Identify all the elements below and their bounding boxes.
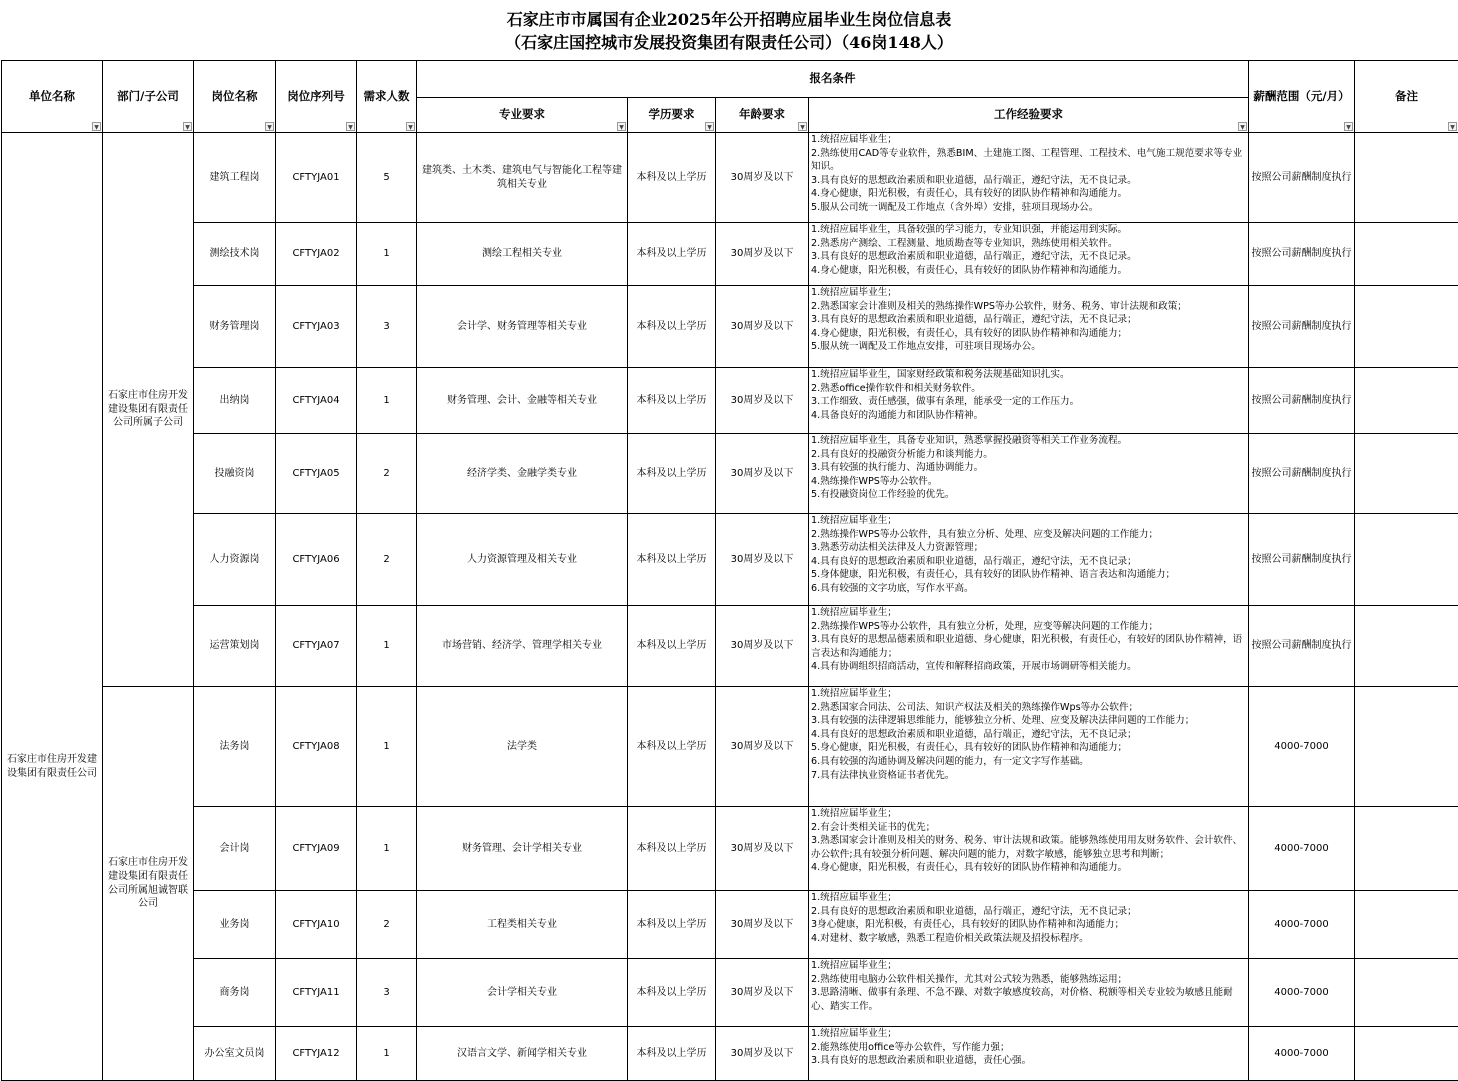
num-cell[interactable]: 2 — [357, 514, 417, 606]
exp-line: 2.熟练使用CAD等专业软件，熟悉BIM、土建施工图、工程管理、工程技术、电气施工规范要求等专业知识。 — [811, 147, 1246, 174]
note-cell[interactable] — [1355, 687, 1458, 807]
code-cell[interactable]: CFTYJA12 — [276, 1027, 357, 1081]
num-cell[interactable]: 2 — [357, 434, 417, 514]
exp-line: 1.统招应届毕业生； — [811, 286, 1246, 300]
exp-line: 3身心健康，阳光积极，有责任心，具有较好的团队协作精神和沟通能力； — [811, 918, 1246, 932]
edu-cell[interactable]: 本科及以上学历 — [628, 368, 716, 434]
code-cell[interactable]: CFTYJA09 — [276, 807, 357, 891]
filter-dropdown-icon[interactable]: ▼ — [1344, 122, 1353, 131]
note-cell[interactable] — [1355, 807, 1458, 891]
edu-cell[interactable]: 本科及以上学历 — [628, 286, 716, 368]
major-cell[interactable]: 汉语言文学、新闻学相关专业 — [417, 1027, 628, 1081]
exp-line: 3.具有良好的思想品德素质和职业道德、身心健康，阳光积极，有责任心，有较好的团队协作精神，语言表达和沟通能力； — [811, 633, 1246, 660]
major-cell[interactable]: 会计学、财务管理等相关专业 — [417, 286, 628, 368]
note-cell[interactable] — [1355, 959, 1458, 1027]
code-cell[interactable]: CFTYJA05 — [276, 434, 357, 514]
age-cell[interactable]: 30周岁及以下 — [716, 807, 809, 891]
table-row — [2, 133, 1458, 223]
exp-cell[interactable] — [809, 223, 1249, 286]
edu-cell[interactable]: 本科及以上学历 — [628, 223, 716, 286]
exp-cell[interactable] — [809, 959, 1249, 1027]
exp-line: 4.具备良好的沟通能力和团队协作精神。 — [811, 409, 1246, 423]
exp-line: 2.熟练操作WPS等办公软件，具有独立分析，处理，应变等解决问题的工作能力； — [811, 620, 1246, 634]
age-cell[interactable]: 30周岁及以下 — [716, 434, 809, 514]
exp-line: 7.具有法律执业资格证书者优先。 — [811, 769, 1246, 783]
dept-cell[interactable]: 石家庄市住房开发建设集团有限责任公司所属子公司 — [103, 133, 194, 687]
exp-line: 2.有会计类相关证书的优先； — [811, 821, 1246, 835]
major-cell[interactable]: 法学类 — [417, 687, 628, 807]
exp-line: 2.具有良好的思想政治素质和职业道德，品行端正，遵纪守法，无不良记录； — [811, 905, 1246, 919]
header-post[interactable]: 岗位名称 ▼ — [194, 61, 276, 133]
header-unit[interactable]: 单位名称 ▼ — [2, 61, 103, 133]
post-cell[interactable]: 出纳岗 — [194, 368, 276, 434]
exp-line: 4.具有良好的思想政治素质和职业道德，品行端正，遵纪守法，无不良记录； — [811, 555, 1246, 569]
exp-line: 3.思路清晰、做事有条理、不急不躁、对数字敏感度较高，对价格、税额等相关专业较为敏感且能耐心、踏实工作。 — [811, 986, 1246, 1013]
age-cell[interactable]: 30周岁及以下 — [716, 959, 809, 1027]
major-cell[interactable]: 经济学类、金融学类专业 — [417, 434, 628, 514]
exp-cell[interactable] — [809, 514, 1249, 606]
exp-cell[interactable] — [809, 286, 1249, 368]
exp-line: 6.具有较强的沟通协调及解决问题的能力，有一定文字写作基础。 — [811, 755, 1246, 769]
code-cell[interactable]: CFTYJA06 — [276, 514, 357, 606]
salary-cell[interactable]: 4000-7000 — [1249, 1027, 1355, 1081]
edu-cell[interactable]: 本科及以上学历 — [628, 514, 716, 606]
edu-cell[interactable]: 本科及以上学历 — [628, 687, 716, 807]
num-cell[interactable]: 1 — [357, 223, 417, 286]
post-cell[interactable]: 财务管理岗 — [194, 286, 276, 368]
num-cell[interactable]: 1 — [357, 1027, 417, 1081]
table-row — [2, 286, 1458, 368]
post-cell[interactable]: 业务岗 — [194, 891, 276, 959]
exp-line: 3.熟悉劳动法相关法律及人力资源管理； — [811, 541, 1246, 555]
salary-cell[interactable]: 按照公司薪酬制度执行 — [1249, 434, 1355, 514]
num-cell[interactable]: 3 — [357, 959, 417, 1027]
edu-cell[interactable]: 本科及以上学历 — [628, 1027, 716, 1081]
note-cell[interactable] — [1355, 891, 1458, 959]
age-cell[interactable]: 30周岁及以下 — [716, 606, 809, 687]
note-cell[interactable] — [1355, 434, 1458, 514]
table-row — [2, 514, 1458, 606]
num-cell[interactable]: 1 — [357, 807, 417, 891]
header-salary[interactable]: 薪酬范围（元/月） ▼ — [1249, 61, 1355, 133]
table-row — [2, 687, 1458, 807]
table-row — [2, 959, 1458, 1027]
num-cell[interactable]: 1 — [357, 368, 417, 434]
header-dept[interactable]: 部门/子公司 ▼ — [103, 61, 194, 133]
exp-line: 4.身心健康，阳光积极，有责任心，具有较好的团队协作精神和沟通能力； — [811, 327, 1246, 341]
exp-line: 3.工作细致、责任感强，做事有条理，能承受一定的工作压力。 — [811, 395, 1246, 409]
exp-line: 4.身心健康，阳光积极，有责任心，具有较好的团队协作精神和沟通能力。 — [811, 187, 1246, 201]
salary-cell[interactable]: 4000-7000 — [1249, 807, 1355, 891]
table-subtitle: （石家庄国控城市发展投资集团有限责任公司）（46岗148人） — [0, 32, 1458, 54]
exp-cell[interactable] — [809, 807, 1249, 891]
age-cell[interactable]: 30周岁及以下 — [716, 133, 809, 223]
filter-dropdown-icon[interactable]: ▼ — [92, 122, 101, 131]
salary-cell[interactable]: 按照公司薪酬制度执行 — [1249, 286, 1355, 368]
note-cell[interactable] — [1355, 606, 1458, 687]
edu-cell[interactable]: 本科及以上学历 — [628, 891, 716, 959]
exp-line: 5.身体健康，阳光积极，有责任心，具有较好的团队协作精神、语言表达和沟通能力； — [811, 568, 1246, 582]
dept-cell[interactable]: 石家庄市住房开发建设集团有限责任公司所属旭诚智联公司 — [103, 687, 194, 1081]
exp-line: 4.对建材、数字敏感，熟悉工程造价相关政策法规及招投标程序。 — [811, 932, 1246, 946]
note-cell[interactable] — [1355, 223, 1458, 286]
exp-line: 3.具有良好的思想政治素质和职业道德，品行端正，遵纪守法，无不良记录。 — [811, 174, 1246, 188]
exp-line: 5.有投融资岗位工作经验的优先。 — [811, 488, 1246, 502]
header-num[interactable]: 需求人数 ▼ — [357, 61, 417, 133]
exp-line: 1.统招应届毕业生，具备较强的学习能力，专业知识强，并能运用到实际。 — [811, 223, 1246, 237]
post-cell[interactable]: 办公室文员岗 — [194, 1027, 276, 1081]
filter-dropdown-icon[interactable]: ▼ — [798, 122, 807, 131]
table-row — [2, 434, 1458, 514]
major-cell[interactable]: 财务管理、会计学相关专业 — [417, 807, 628, 891]
exp-line: 2.具有良好的投融资分析能力和谈判能力。 — [811, 448, 1246, 462]
num-cell[interactable]: 5 — [357, 133, 417, 223]
salary-cell[interactable]: 4000-7000 — [1249, 891, 1355, 959]
exp-cell[interactable] — [809, 687, 1249, 807]
salary-cell[interactable]: 按照公司薪酬制度执行 — [1249, 606, 1355, 687]
major-cell[interactable]: 建筑类、土木类、建筑电气与智能化工程等建筑相关专业 — [417, 133, 628, 223]
exp-cell[interactable] — [809, 133, 1249, 223]
major-cell[interactable]: 会计学相关专业 — [417, 959, 628, 1027]
exp-line: 1.统招应届毕业生，国家财经政策和税务法规基础知识扎实。 — [811, 368, 1246, 382]
exp-line: 1.统招应届毕业生； — [811, 807, 1246, 821]
note-cell[interactable] — [1355, 368, 1458, 434]
exp-line: 5.身心健康，阳光积极，有责任心，具有较好的团队协作精神和沟通能力； — [811, 741, 1246, 755]
table-row — [2, 606, 1458, 687]
table-row — [2, 1027, 1458, 1081]
exp-line: 2.熟悉office操作软件和相关财务软件。 — [811, 382, 1246, 396]
exp-line: 4.具有协调组织招商活动，宣传和解释招商政策，开展市场调研等相关能力。 — [811, 660, 1246, 674]
filter-dropdown-icon[interactable]: ▼ — [617, 122, 626, 131]
post-cell[interactable]: 法务岗 — [194, 687, 276, 807]
exp-line: 2.熟悉国家合同法、公司法、知识产权法及相关的熟练操作Wps等办公软件； — [811, 701, 1246, 715]
positions-table — [1, 60, 1458, 1081]
header-note[interactable]: 备注 ▼ — [1355, 61, 1458, 133]
exp-cell[interactable] — [809, 606, 1249, 687]
exp-line: 2.熟悉房产测绘、工程测量、地质勘查等专业知识，熟练使用相关软件。 — [811, 237, 1246, 251]
header-code[interactable]: 岗位序列号 ▼ — [276, 61, 357, 133]
table-row — [2, 223, 1458, 286]
unit-cell[interactable]: 石家庄市住房开发建设集团有限责任公司 — [2, 133, 103, 1081]
exp-line: 1.统招应届毕业生； — [811, 133, 1246, 147]
table-row — [2, 368, 1458, 434]
edu-cell[interactable]: 本科及以上学历 — [628, 133, 716, 223]
header-age[interactable]: 年龄要求 ▼ — [716, 98, 809, 133]
exp-line: 1.统招应届毕业生； — [811, 1027, 1246, 1041]
salary-cell[interactable]: 4000-7000 — [1249, 687, 1355, 807]
exp-line: 2.能熟练使用office等办公软件，写作能力强； — [811, 1041, 1246, 1055]
code-cell[interactable]: CFTYJA11 — [276, 959, 357, 1027]
exp-cell[interactable] — [809, 434, 1249, 514]
filter-dropdown-icon[interactable]: ▼ — [1238, 122, 1247, 131]
edu-cell[interactable]: 本科及以上学历 — [628, 606, 716, 687]
exp-line: 1.统招应届毕业生； — [811, 606, 1246, 620]
exp-line: 4.熟练操作WPS等办公软件。 — [811, 475, 1246, 489]
exp-line: 3.具有良好的思想政治素质和职业道德，品行端正，遵纪守法，无不良记录。 — [811, 250, 1246, 264]
major-cell[interactable]: 财务管理、会计、金融等相关专业 — [417, 368, 628, 434]
age-cell[interactable]: 30周岁及以下 — [716, 1027, 809, 1081]
edu-cell[interactable]: 本科及以上学历 — [628, 959, 716, 1027]
age-cell[interactable]: 30周岁及以下 — [716, 514, 809, 606]
post-cell[interactable]: 人力资源岗 — [194, 514, 276, 606]
header-edu[interactable]: 学历要求 ▼ — [628, 98, 716, 133]
note-cell[interactable] — [1355, 286, 1458, 368]
code-cell[interactable]: CFTYJA02 — [276, 223, 357, 286]
filter-dropdown-icon[interactable]: ▼ — [346, 122, 355, 131]
num-cell[interactable]: 3 — [357, 286, 417, 368]
edu-cell[interactable]: 本科及以上学历 — [628, 807, 716, 891]
code-cell[interactable]: CFTYJA01 — [276, 133, 357, 223]
post-cell[interactable]: 商务岗 — [194, 959, 276, 1027]
num-cell[interactable]: 1 — [357, 606, 417, 687]
exp-line: 4.身心健康，阳光积极，有责任心，具有较好的团队协作精神和沟通能力。 — [811, 861, 1246, 875]
code-cell[interactable]: CFTYJA04 — [276, 368, 357, 434]
post-cell[interactable]: 建筑工程岗 — [194, 133, 276, 223]
code-cell[interactable]: CFTYJA03 — [276, 286, 357, 368]
exp-line: 4.身心健康，阳光积极，有责任心，具有较好的团队协作精神和沟通能力。 — [811, 264, 1246, 278]
age-cell[interactable]: 30周岁及以下 — [716, 687, 809, 807]
header-conditions: 报名条件 — [417, 61, 1249, 98]
filter-dropdown-icon[interactable]: ▼ — [1448, 122, 1457, 131]
exp-line: 5.服从公司统一调配及工作地点（含外埠）安排，驻项目现场办公。 — [811, 201, 1246, 215]
exp-line: 2.熟练操作WPS等办公软件，具有独立分析、处理、应变及解决问题的工作能力； — [811, 528, 1246, 542]
major-cell[interactable]: 市场营销、经济学、管理学相关专业 — [417, 606, 628, 687]
code-cell[interactable]: CFTYJA07 — [276, 606, 357, 687]
post-cell[interactable]: 会计岗 — [194, 807, 276, 891]
filter-dropdown-icon[interactable]: ▼ — [705, 122, 714, 131]
exp-line: 6.具有较强的文字功底，写作水平高。 — [811, 582, 1246, 596]
age-cell[interactable]: 30周岁及以下 — [716, 286, 809, 368]
exp-line: 3.具有良好的思想政治素质和职业道德，品行端正，遵纪守法，无不良记录； — [811, 313, 1246, 327]
age-cell[interactable]: 30周岁及以下 — [716, 368, 809, 434]
num-cell[interactable]: 1 — [357, 687, 417, 807]
code-cell[interactable]: CFTYJA10 — [276, 891, 357, 959]
exp-line: 3.具有较强的执行能力、沟通协调能力。 — [811, 461, 1246, 475]
exp-cell[interactable] — [809, 368, 1249, 434]
salary-cell[interactable]: 4000-7000 — [1249, 959, 1355, 1027]
exp-line: 1.统招应届毕业生，具备专业知识，熟悉掌握投融资等相关工作业务流程。 — [811, 434, 1246, 448]
header-major[interactable]: 专业要求 ▼ — [417, 98, 628, 133]
exp-line: 3.具有较强的法律逻辑思维能力，能够独立分析、处理、应变及解决法律问题的工作能力； — [811, 714, 1246, 728]
salary-cell[interactable]: 按照公司薪酬制度执行 — [1249, 223, 1355, 286]
exp-line: 1.统招应届毕业生； — [811, 891, 1246, 905]
num-cell[interactable]: 2 — [357, 891, 417, 959]
age-cell[interactable]: 30周岁及以下 — [716, 891, 809, 959]
age-cell[interactable]: 30周岁及以下 — [716, 223, 809, 286]
exp-line: 1.统招应届毕业生； — [811, 514, 1246, 528]
code-cell[interactable]: CFTYJA08 — [276, 687, 357, 807]
header-exp[interactable]: 工作经验要求 ▼ — [809, 98, 1249, 133]
salary-cell[interactable]: 按照公司薪酬制度执行 — [1249, 514, 1355, 606]
major-cell[interactable]: 工程类相关专业 — [417, 891, 628, 959]
exp-line: 2.熟悉国家会计准则及相关的熟练操作WPS等办公软件，财务、税务、审计法规和政策； — [811, 300, 1246, 314]
salary-cell[interactable]: 按照公司薪酬制度执行 — [1249, 368, 1355, 434]
exp-line: 3.熟悉国家会计准则及相关的财务、税务、审计法规和政策。能够熟练使用用友财务软件、会计软件、办公软件;具有较强分析问题、解决问题的能力，对数字敏感，能够独立思考和判断； — [811, 834, 1246, 861]
post-cell[interactable]: 投融资岗 — [194, 434, 276, 514]
filter-dropdown-icon[interactable]: ▼ — [183, 122, 192, 131]
filter-dropdown-icon[interactable]: ▼ — [406, 122, 415, 131]
exp-line: 3.具有良好的思想政治素质和职业道德，责任心强。 — [811, 1054, 1246, 1068]
exp-line: 2.熟练使用电脑办公软件相关操作，尤其对公式较为熟悉，能够熟练运用； — [811, 973, 1246, 987]
exp-line: 1.统招应届毕业生； — [811, 959, 1246, 973]
salary-cell[interactable]: 按照公司薪酬制度执行 — [1249, 133, 1355, 223]
major-cell[interactable]: 人力资源管理及相关专业 — [417, 514, 628, 606]
exp-cell[interactable] — [809, 1027, 1249, 1081]
post-cell[interactable]: 测绘技术岗 — [194, 223, 276, 286]
exp-line: 4.具有良好的思想政治素质和职业道德，品行端正，遵纪守法，无不良记录； — [811, 728, 1246, 742]
post-cell[interactable]: 运营策划岗 — [194, 606, 276, 687]
major-cell[interactable]: 测绘工程相关专业 — [417, 223, 628, 286]
edu-cell[interactable]: 本科及以上学历 — [628, 434, 716, 514]
note-cell[interactable] — [1355, 1027, 1458, 1081]
table-title: 石家庄市市属国有企业2025年公开招聘应届毕业生岗位信息表 — [0, 9, 1458, 31]
exp-cell[interactable] — [809, 891, 1249, 959]
exp-line: 5.服从统一调配及工作地点安排，可驻项目现场办公。 — [811, 340, 1246, 354]
note-cell[interactable] — [1355, 133, 1458, 223]
exp-line: 1.统招应届毕业生； — [811, 687, 1246, 701]
note-cell[interactable] — [1355, 514, 1458, 606]
table-row — [2, 807, 1458, 891]
table-row — [2, 891, 1458, 959]
filter-dropdown-icon[interactable]: ▼ — [265, 122, 274, 131]
